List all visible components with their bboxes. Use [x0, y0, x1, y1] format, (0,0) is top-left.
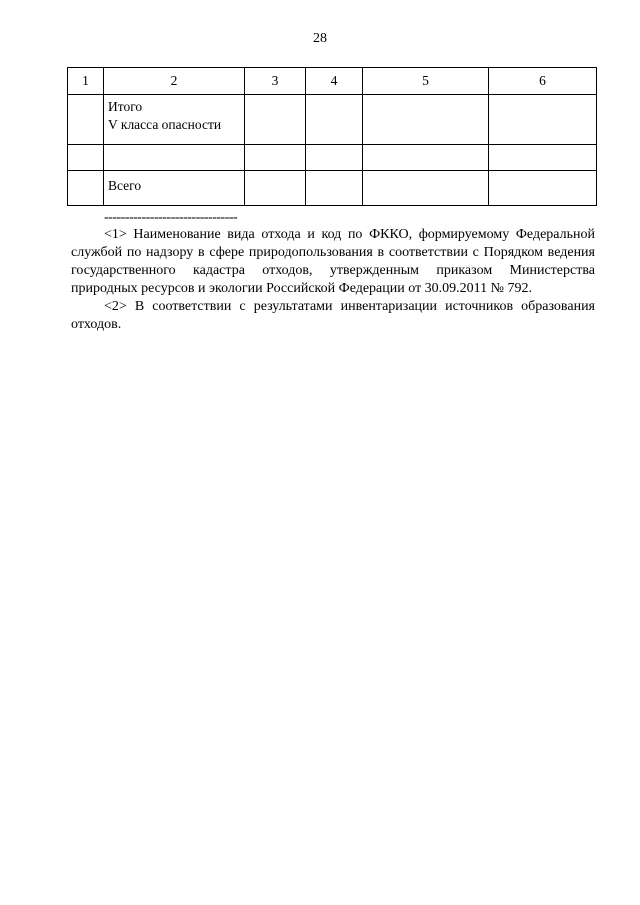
total-class-v-label-cell [104, 95, 245, 145]
header-cell-1: 1 [68, 68, 104, 95]
table-cell [306, 95, 363, 145]
page-number: 28 [313, 31, 327, 46]
table-cell [363, 171, 489, 206]
header-cell-4: 4 [306, 68, 363, 95]
table-cell [245, 95, 306, 145]
table-cell [245, 145, 306, 171]
table-cell [245, 171, 306, 206]
header-cell-2: 2 [104, 68, 245, 95]
table-cell [489, 145, 597, 171]
table-header-row [68, 68, 597, 95]
waste-table [67, 67, 597, 206]
header-cell-3: 3 [245, 68, 306, 95]
table-row-total-class-v [68, 95, 597, 145]
table-row-empty [68, 145, 597, 171]
table-cell [68, 145, 104, 171]
grand-total-label: Всего [104, 171, 245, 206]
table-cell [68, 171, 104, 206]
table-cell [489, 95, 597, 145]
table-cell [306, 171, 363, 206]
footnote-separator: -------------------------------- [104, 213, 238, 223]
table-cell [489, 171, 597, 206]
footnotes [71, 213, 595, 334]
table-row-grand-total [68, 171, 597, 206]
table-cell [104, 145, 245, 171]
table-cell [306, 145, 363, 171]
header-cell-6: 6 [489, 68, 597, 95]
table-cell [363, 95, 489, 145]
total-label: Итого [108, 99, 143, 114]
footnote-1: <1> Наименование вида отхода и код по ФККО, формируемому Федеральной службой по надзору в сфере природопользования в соответствии с Порядком ведения государственного кадастра отходов, утвержденным приказом Министерства природных ресурсов и экологии Российской Федерации от 30.09.2011 № 792. [71, 227, 595, 296]
footnote-2: <2> В соответствии с результатами инвентаризации источников образования отходов. [71, 299, 595, 332]
hazard-class-label: V класса опасности [108, 117, 222, 132]
table-cell [68, 95, 104, 145]
table-cell [363, 145, 489, 171]
header-cell-5: 5 [363, 68, 489, 95]
